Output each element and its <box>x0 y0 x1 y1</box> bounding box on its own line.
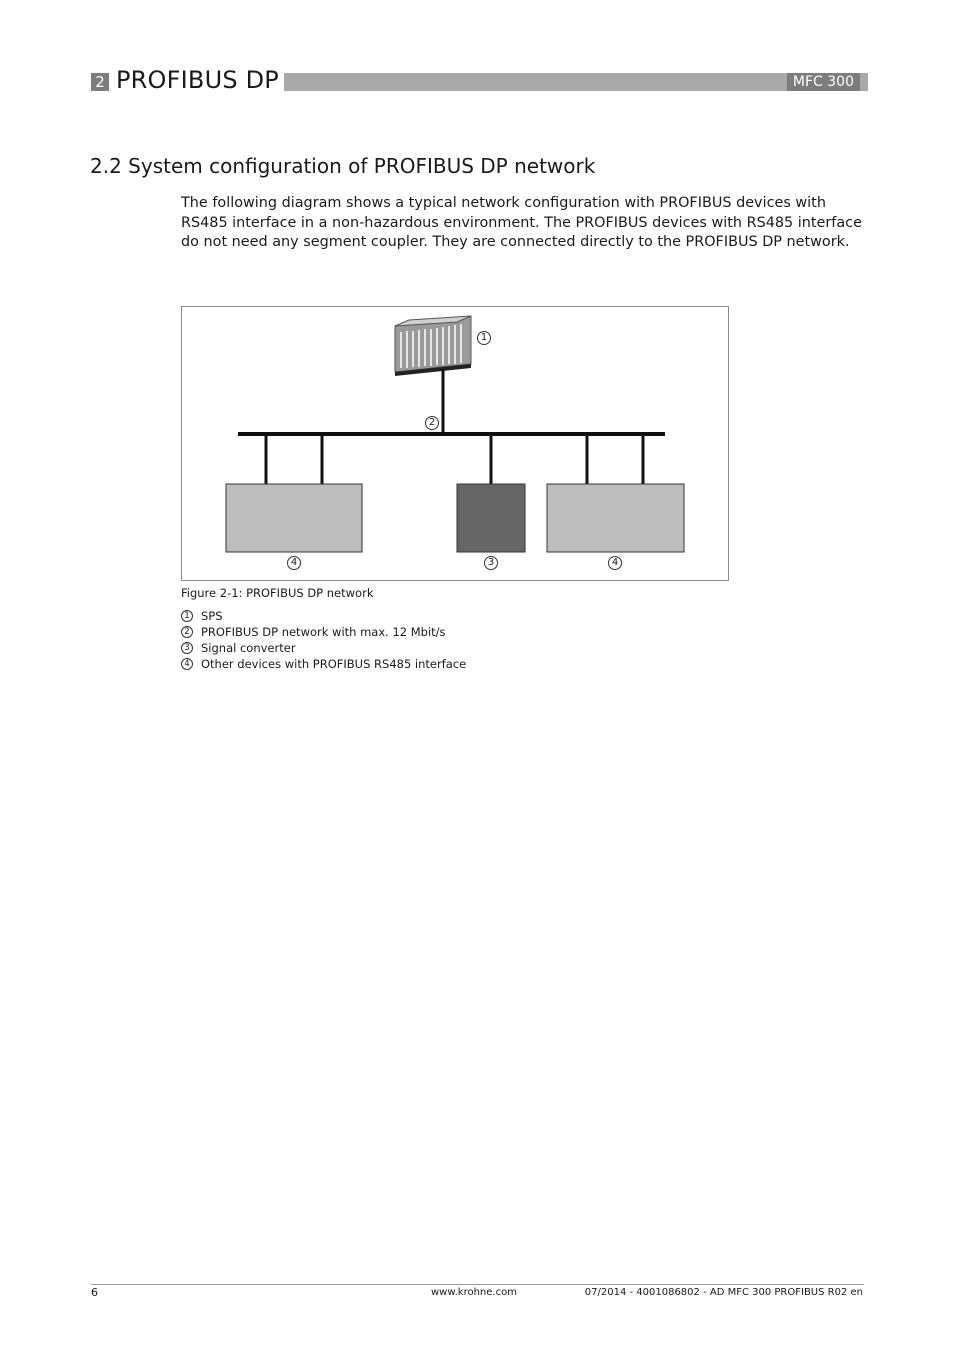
legend-text: Other devices with PROFIBUS RS485 interface <box>201 657 467 671</box>
network-diagram <box>181 306 729 581</box>
section-title: 2.2 System configuration of PROFIBUS DP network <box>90 154 596 178</box>
callout-sps: 1 <box>477 331 491 345</box>
legend-number: 2 <box>181 626 193 638</box>
other-device-right <box>547 484 684 552</box>
callout-network: 2 <box>425 416 439 430</box>
legend-number: 3 <box>181 642 193 654</box>
product-name: MFC 300 <box>787 73 860 91</box>
chapter-number: 2 <box>91 73 109 91</box>
legend-item <box>181 640 466 656</box>
legend-number: 4 <box>181 658 193 670</box>
footer-rule <box>91 1284 864 1285</box>
legend-item <box>181 624 466 640</box>
signal-converter <box>457 484 525 552</box>
callout-other-left: 4 <box>287 556 301 570</box>
page-number: 6 <box>91 1286 98 1299</box>
legend-text: PROFIBUS DP network with max. 12 Mbit/s <box>201 625 446 639</box>
figure-legend <box>181 608 466 672</box>
legend-item <box>181 656 466 672</box>
header-bar <box>284 73 868 91</box>
legend-number: 1 <box>181 610 193 622</box>
footer-url[interactable]: www.krohne.com <box>431 1287 517 1298</box>
sps-rack-icon <box>395 316 471 376</box>
callout-other-right: 4 <box>608 556 622 570</box>
legend-text: Signal converter <box>201 641 296 655</box>
legend-text: SPS <box>201 609 223 623</box>
callout-converter: 3 <box>484 556 498 570</box>
intro-paragraph: The following diagram shows a typical network configuration with PROFIBUS devices with RS485 interface in a non-hazardous environment. The PROFIBUS devices with RS485 interface do not need any segment coupler. They are connected directly to the PROFIBUS DP network. <box>181 195 862 250</box>
chapter-title: PROFIBUS DP <box>116 66 279 94</box>
other-device-left <box>226 484 362 552</box>
figure-caption: Figure 2-1: PROFIBUS DP network <box>181 586 374 600</box>
footer-doc-ref: 07/2014 - 4001086802 - AD MFC 300 PROFIBUS R02 en <box>584 1287 863 1298</box>
legend-item <box>181 608 466 624</box>
